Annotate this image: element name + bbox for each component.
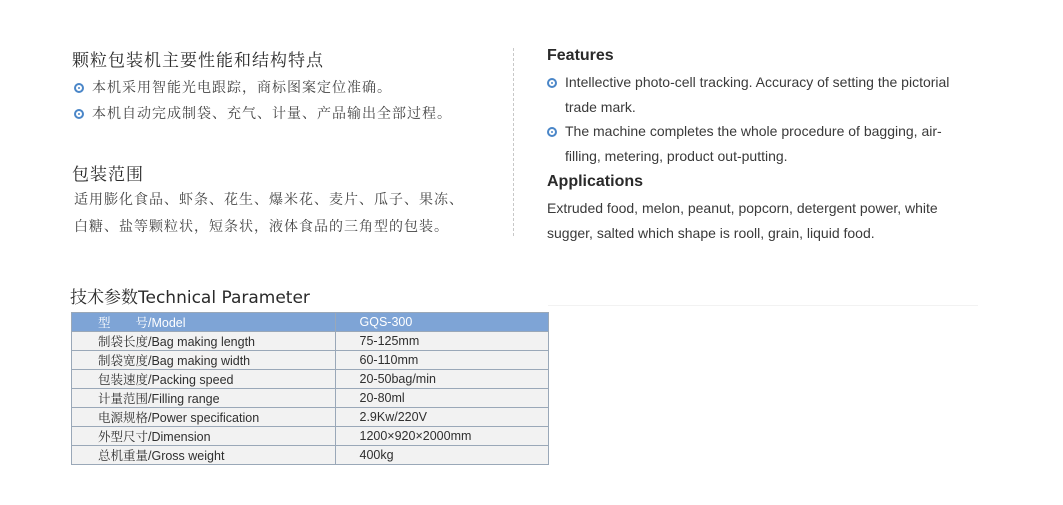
bullet-icon <box>74 109 84 119</box>
row-value: 2.9Kw/220V <box>335 408 549 427</box>
table-row <box>72 408 549 427</box>
table-row <box>72 389 549 408</box>
applications-line-2: sugger, salted which shape is rooll, grain, liquid food. <box>547 225 875 241</box>
feature-item-cn-1 <box>74 76 392 100</box>
row-label: 外型尺寸/Dimension <box>72 427 336 446</box>
table-row <box>72 351 549 370</box>
feature-item-en-2 <box>547 119 987 169</box>
table-row <box>72 370 549 389</box>
row-value: 400kg <box>335 446 549 465</box>
row-label: 总机重量/Gross weight <box>72 446 336 465</box>
scope-title-cn: 包装范围 <box>72 165 144 185</box>
feature-text-en-1b: trade mark. <box>565 99 636 115</box>
row-label: 制袋宽度/Bag making width <box>72 351 336 370</box>
table-header-value: GQS-300 <box>335 313 549 332</box>
table-header-row <box>72 313 549 332</box>
row-value: 20-80ml <box>335 389 549 408</box>
row-label: 包装速度/Packing speed <box>72 370 336 389</box>
table-row <box>72 446 549 465</box>
row-value: 20-50bag/min <box>335 370 549 389</box>
feature-text-en-1a: Intellective photo-cell tracking. Accuracy of setting the pictorial <box>565 74 950 90</box>
applications-title: Applications <box>547 173 644 190</box>
bullet-icon <box>547 127 557 137</box>
row-label: 计量范围/Filling range <box>72 389 336 408</box>
table-row <box>72 427 549 446</box>
bullet-icon <box>74 83 84 93</box>
tech-param-title: 技术参数Technical Parameter <box>70 288 310 308</box>
feature-text-cn-1: 本机采用智能光电跟踪，商标图案定位准确。 <box>92 80 392 96</box>
row-label: 制袋长度/Bag making length <box>72 332 336 351</box>
features-title-en: Features <box>547 47 614 64</box>
scope-line-cn-1: 适用膨化食品、虾条、花生、爆米花、麦片、瓜子、果冻、 <box>74 192 464 208</box>
row-label: 电源规格/Power specification <box>72 408 336 427</box>
faint-separator <box>548 305 978 306</box>
table-row <box>72 332 549 351</box>
feature-item-cn-2 <box>74 102 452 126</box>
row-value: 60-110mm <box>335 351 549 370</box>
feature-text-en-2a: The machine completes the whole procedure of bagging, air- <box>565 123 942 139</box>
feature-item-en-1 <box>547 70 987 120</box>
applications-line-1: Extruded food, melon, peanut, popcorn, detergent power, white <box>547 200 938 216</box>
scope-line-cn-2: 白糖、盐等颗粒状，短条状，液体食品的三角型的包装。 <box>74 219 449 235</box>
features-title-cn: 颗粒包装机主要性能和结构特点 <box>72 51 324 71</box>
row-value: 75-125mm <box>335 332 549 351</box>
tech-param-table <box>71 312 549 465</box>
feature-text-en-2b: filling, metering, product out-putting. <box>565 148 788 164</box>
table-header-label: 型 号/Model <box>72 313 336 332</box>
bullet-icon <box>547 78 557 88</box>
row-value: 1200×920×2000mm <box>335 427 549 446</box>
feature-text-cn-2: 本机自动完成制袋、充气、计量、产品输出全部过程。 <box>92 106 452 122</box>
column-divider <box>513 48 514 236</box>
